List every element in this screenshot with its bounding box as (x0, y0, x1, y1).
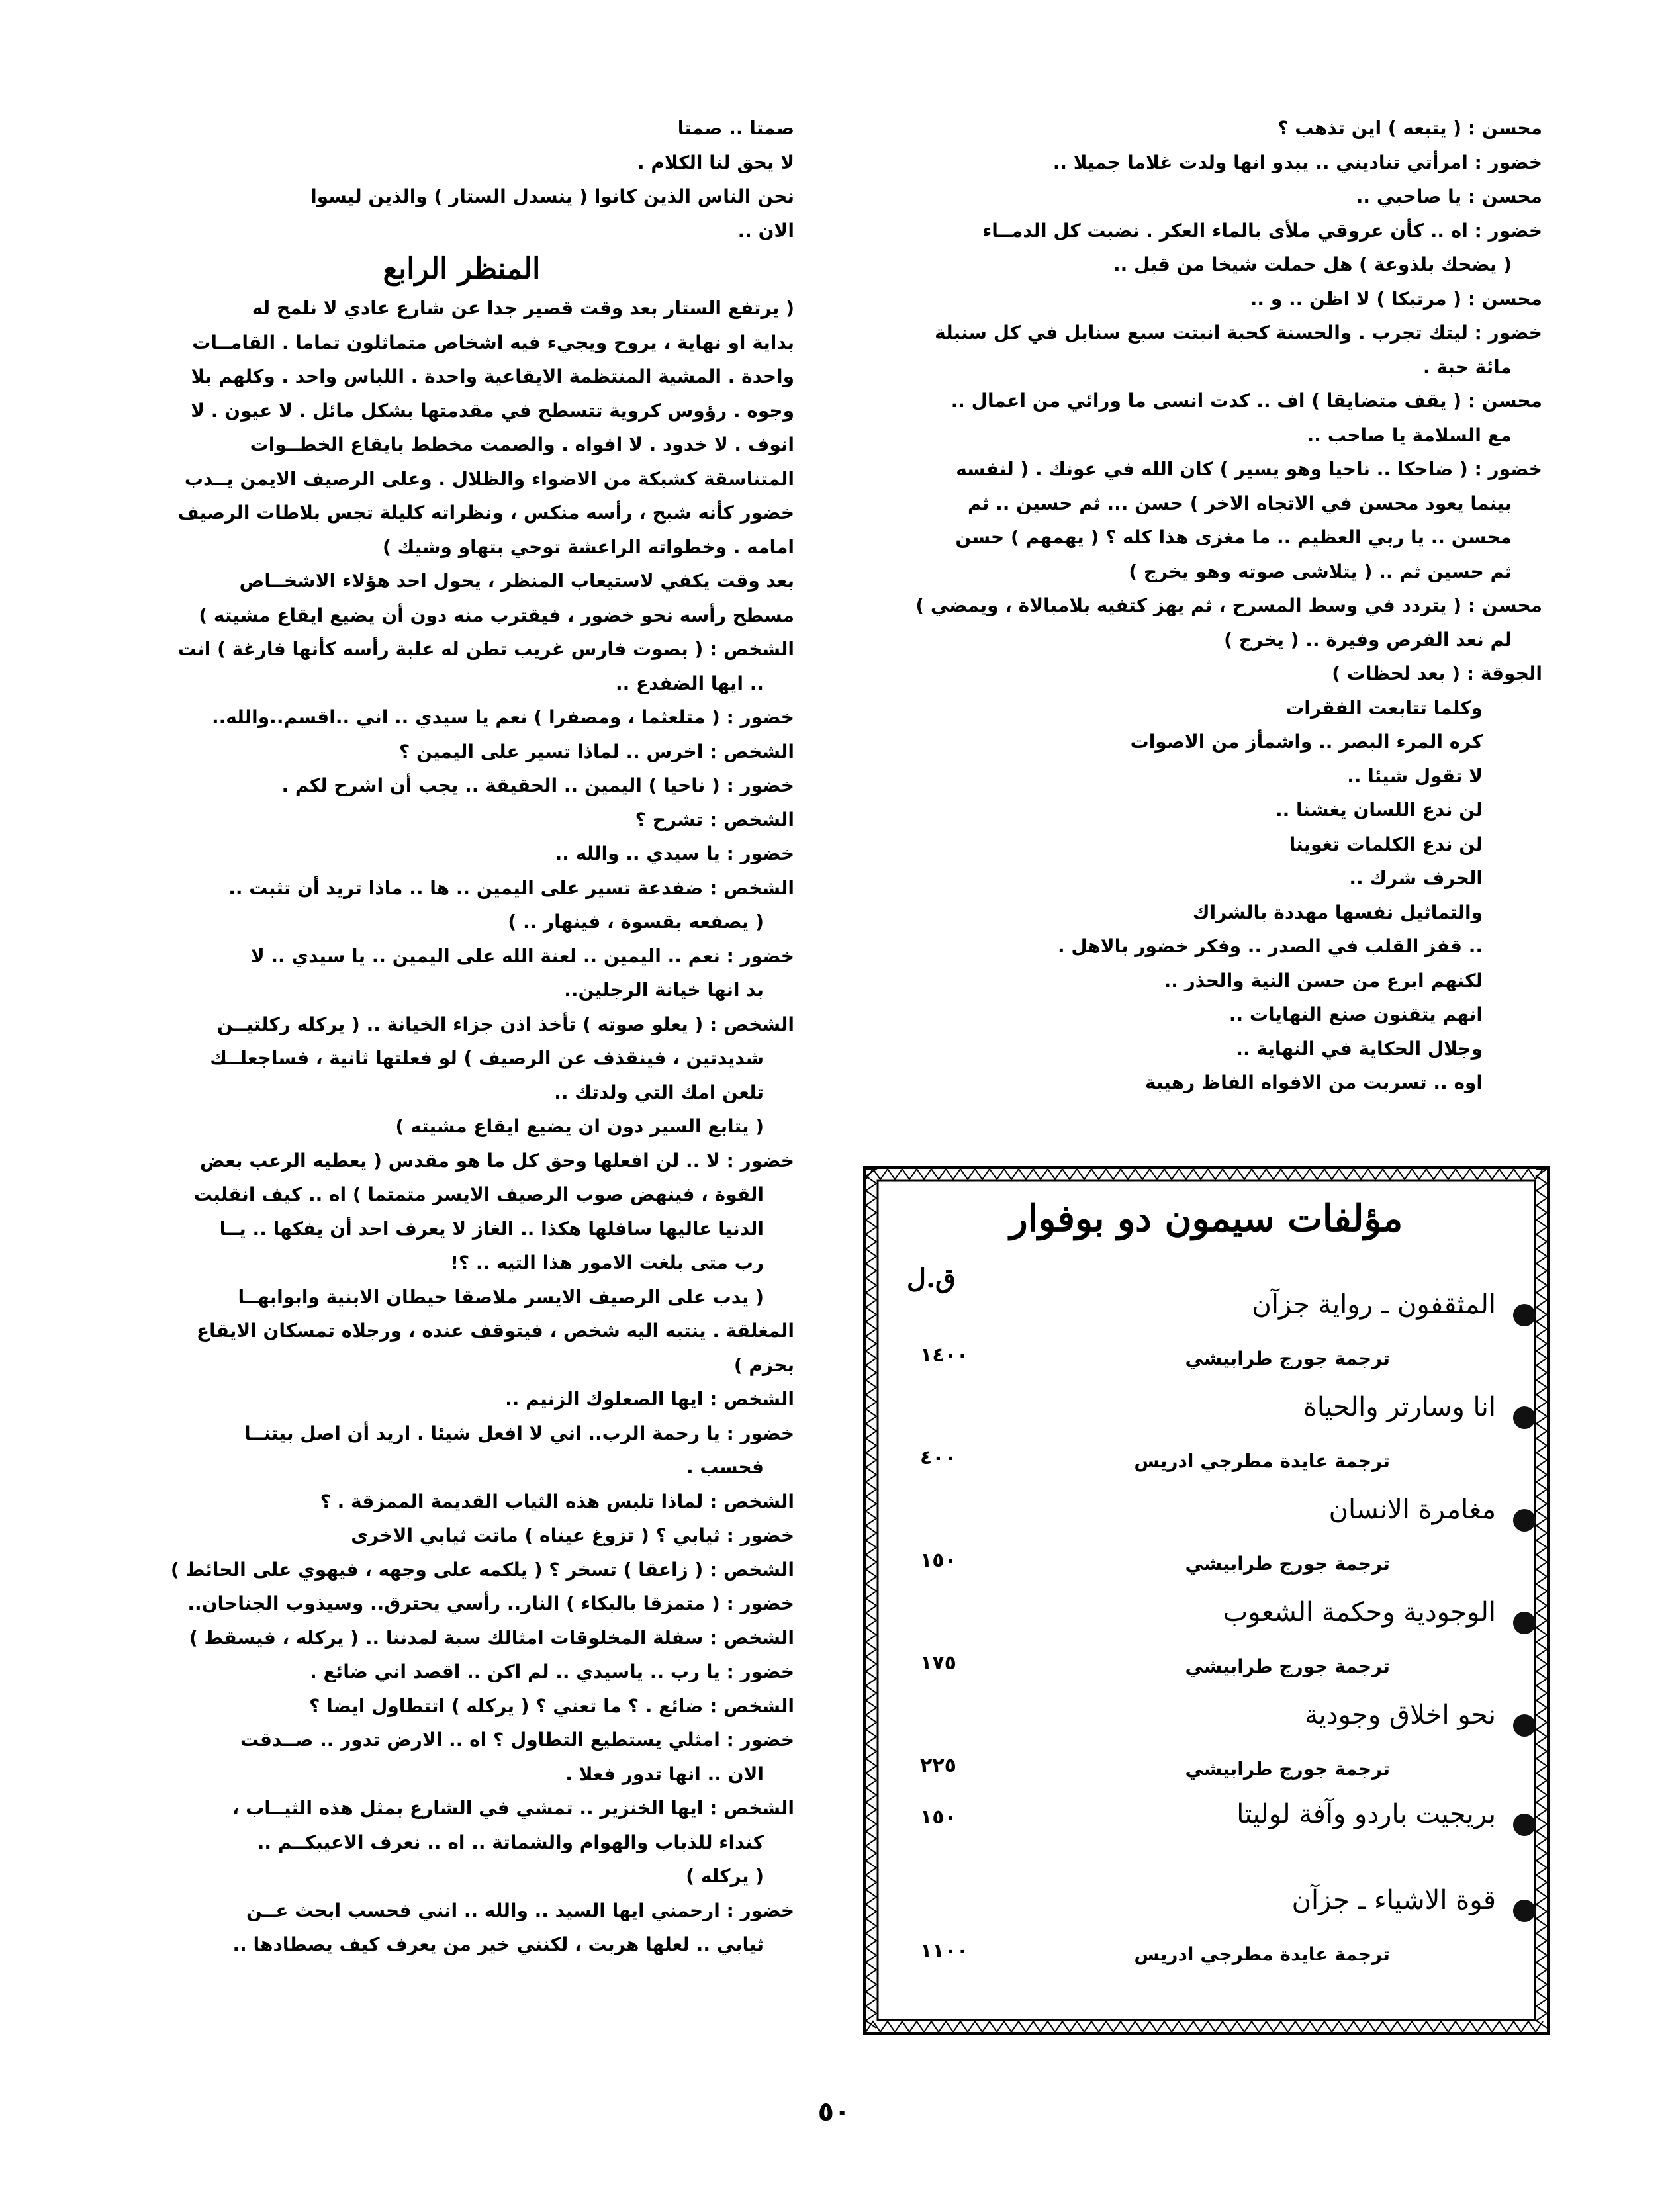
text-line: نحن الناس الذين كانوا ( ينسدل الستار ) والذين ليسوا (310, 185, 794, 207)
text-line: مسطح رأسه نحو خضور ، فيقترب منه دون أن يضيع ايقاع مشيته ) (199, 604, 794, 626)
verse-line: انهم يتقنون صنع النهايات .. (1228, 1003, 1483, 1025)
text-line: الشخص : ضفدعة تسير على اليمين .. ها .. ماذا تريد أن تثبت .. (228, 876, 794, 899)
text-line: الشخص : ايها الخنزير .. تمشي في الشارع بمثل هذه الثيــاب ، (232, 1797, 794, 1819)
text-line: خضور : ارحمني ايها السيد .. والله .. انني فحسب ابحث عــن (246, 1899, 794, 1921)
text-line: ( يضحك بلذوعة ) هل حملت شيخا من قبل .. (1113, 253, 1512, 275)
text-line: محسن : ( يقف متضايقا ) اف .. كدت انسى ما ورائي من اعمال .. (950, 390, 1542, 412)
text-line: الان .. (737, 219, 794, 242)
text-line: خضور : اه .. كأن عروقي ملأى بالماء العكر . نضبت كل الدمــاء (982, 219, 1542, 242)
text-line: الشخص : ( بصوت فارس غريب تطن له علبة رأسه كأنها فارغة ) انت (177, 638, 794, 660)
verse-line: لن ندع اللسان يغشنا .. (1275, 799, 1483, 821)
text-line: ثم حسين ثم .. ( يتلاشى صوته وهو يخرج ) (1129, 560, 1512, 582)
bullet-icon (1513, 1406, 1536, 1429)
book-title: المثقفون ـ رواية جزآن (1252, 1289, 1496, 1320)
text-line: بداية او نهاية ، يروح ويجيء فيه اشخاص متماثلون تماما . القامــات (192, 331, 794, 353)
text-line: الان .. انها تدور فعلا . (565, 1763, 764, 1785)
text-line: .. ايها الضفدع .. (615, 672, 764, 694)
text-line: مائة حبة . (1422, 355, 1512, 378)
text-line: وجوه . رؤوس كروية تتسطح في مقدمتها بشكل مائل . لا عيون . لا (191, 399, 794, 422)
book-title: نحو اخلاق وجودية (1305, 1700, 1496, 1730)
book-price: ٤٠٠ (920, 1446, 956, 1469)
text-line: ( يصفعه بقسوة ، فينهار .. ) (508, 911, 764, 933)
books-advertisement-box (860, 1164, 1552, 2037)
text-line: الشخص : ايها الصعلوك الزنيم .. (505, 1388, 794, 1410)
text-line: شديدتين ، فينقذف عن الرصيف ) لو فعلتها ثانية ، فساجعلــك (210, 1047, 764, 1069)
text-line: امامه . وخطواته الراعشة توحي بتهاو وشيك ) (382, 535, 794, 558)
text-line: خضور : لا .. لن افعلها وحق كل ما هو مقدس ( يعطيه الرعب بعض (200, 1149, 794, 1172)
book-price: ١٧٥ (920, 1651, 956, 1675)
text-line: خضور : ( ناحيا ) اليمين .. الحقيقة .. يجب أن اشرح لكم . (281, 774, 794, 796)
verse-line: .. قفز القلب في الصدر .. وفكر خضور بالاهل . (1058, 935, 1483, 957)
text-line: خضور : امثلي يستطيع التطاول ؟ اه .. الارض تدور .. صــدقت (240, 1729, 794, 1751)
text-line: الدنيا عاليها سافلها هكذا .. الغاز لا يعرف احد أن يفكها .. يــا (219, 1217, 764, 1240)
book-title: مغامرة الانسان (1328, 1495, 1496, 1525)
verse-line: لا تقول شيئا .. (1347, 764, 1483, 787)
scene-title: المنظر الرابع (383, 252, 541, 286)
text-line: خضور : ثيابي ؟ ( تزوغ عيناه ) ماتت ثيابي الاخرى (351, 1524, 794, 1546)
text-line: ( يركله ) (686, 1865, 764, 1887)
book-translator: ترجمة عايدة مطرجي ادريس (1134, 1450, 1390, 1472)
text-line: المغلقة . ينتبه اليه شخص ، فيتوقف عنده ، ورجلاه تمسكان الايقاع (196, 1320, 794, 1342)
text-line: الشخص : ضائع . ؟ ما تعني ؟ ( يركله ) اتتطاول ايضا ؟ (309, 1694, 794, 1717)
book-price: ١٥٠ (920, 1806, 956, 1829)
text-line: كنداء للذباب والهوام والشماتة .. اه .. نعرف الاعيبكــم .. (257, 1831, 764, 1853)
book-entry (900, 1885, 1509, 2044)
verse-line: والتماثيل نفسها مهددة بالشراك (1192, 901, 1483, 923)
text-line: صمتا .. صمتا (677, 117, 794, 139)
text-line: محسن .. يا ربي العظيم .. ما مغزى هذا كله ؟ ( يهمهم ) حسن (955, 526, 1512, 548)
text-line: مع السلامة يا صاحب .. (1307, 424, 1512, 446)
verse-line: وجلال الحكاية في النهاية .. (1236, 1037, 1483, 1060)
box-title: مؤلفات سيمون دو بوفوار (1009, 1197, 1403, 1240)
bullet-icon (1513, 1509, 1536, 1532)
text-line: الشخص : تشرح ؟ (635, 808, 794, 831)
book-title: الوجودية وحكمة الشعوب (1223, 1597, 1496, 1628)
book-translator: ترجمة جورج طرابيشي (1185, 1758, 1390, 1780)
text-line: رب متى بلغت الامور هذا التيه .. ؟! (450, 1252, 764, 1273)
text-line: خضور كأنه شبح ، رأسه منكس ، ونظراته كليلة تجس بلاطات الرصيف (177, 502, 794, 524)
text-line: المتناسقة كشبكة من الاضواء والظلال . وعلى الرصيف الايمن يــدب (184, 467, 794, 490)
book-translator: ترجمة جورج طرابيشي (1185, 1655, 1390, 1677)
text-line: خضور : ( متلعثما ، ومصفرا ) نعم يا سيدي .. اني ..اقسم..والله.. (211, 706, 794, 728)
text-line: الشخص : ( زاعقا ) تسخر ؟ ( يلكمه على وجهه ، فيهوي على الحائط ) (170, 1558, 794, 1581)
text-line: محسن : يا صاحبي .. (1356, 185, 1542, 207)
verse-line: وكلما تتابعت الفقرات (1285, 696, 1483, 719)
text-line: ( يتابع السير دون ان يضيع ايقاع مشيته ) (395, 1115, 764, 1137)
text-line: لا يحق لنا الكلام . (637, 151, 794, 173)
text-line: ( يرتفع الستار بعد وقت قصير جدا عن شارع عادي لا نلمح له (252, 297, 794, 319)
text-line: بد انها خيانة الرجلين.. (564, 979, 764, 1001)
book-price: ١٥٠ (920, 1549, 956, 1572)
text-line: انوف . لا خدود . لا افواه . والصمت مخطط بايقاع الخطــوات (250, 434, 794, 455)
text-line: الشخص : لماذا تلبس هذه الثياب القديمة الممزقة . ؟ (320, 1490, 794, 1512)
text-line: بينما يعود محسن في الاتجاه الاخر ) حسن ... ثم حسين .. ثم (967, 492, 1512, 514)
text-line: الجوقة : ( بعد لحظات ) (1332, 663, 1542, 684)
book-price: ٢٢٥ (920, 1754, 956, 1777)
text-line: تلعن امك التي ولدتك .. (554, 1081, 764, 1103)
bullet-icon (1513, 1304, 1536, 1326)
book-price: ١١٠٠ (920, 1939, 969, 1962)
text-line: القوة ، فينهض صوب الرصيف الايسر متمتما ) اه .. كيف انقلبت (193, 1183, 764, 1205)
text-line: خضور : ( متمزقا بالبكاء ) النار.. رأسي يحترق.. وسيذوب الجناحان.. (187, 1592, 794, 1614)
text-line: الشخص : اخرس .. لماذا تسير على اليمين ؟ (399, 740, 794, 762)
currency-label: ق.ل (907, 1263, 956, 1294)
text-line: خضور : ليتك تجرب . والحسنة كحبة انبتت سبع سنابل في كل سنبلة (935, 322, 1542, 344)
text-line: خضور : نعم .. اليمين .. لعنة الله على اليمين .. يا سيدي .. لا (250, 945, 794, 967)
right-text-column (851, 111, 1542, 1100)
book-title: انا وسارتر والحياة (1303, 1392, 1496, 1422)
verse-line: لكنهم ابرع من حسن النية والحذر .. (1164, 969, 1483, 991)
page-number: ٥٠ (817, 2097, 851, 2127)
book-translator: ترجمة جورج طرابيشي (1185, 1553, 1390, 1575)
verse-line: اوه .. تسربت من الافواه الفاظ رهيبة (1144, 1072, 1483, 1093)
left-text-column (129, 111, 794, 1962)
text-line: خضور : يا سيدي .. والله .. (555, 843, 794, 864)
text-line: محسن : ( يتبعه ) اين تذهب ؟ (1277, 117, 1542, 139)
text-line: محسن : ( يتردد في وسط المسرح ، ثم يهز كتفيه بلامبالاة ، ويمضي ) (915, 594, 1542, 616)
book-title: قوة الاشياء ـ جزآن (1291, 1885, 1496, 1915)
bullet-icon (1513, 1612, 1536, 1634)
book-translator: ترجمة عايدة مطرجي ادريس (1134, 1943, 1390, 1965)
verse-line: الحرف شرك .. (1349, 867, 1483, 889)
verse-line: لن ندع الكلمات تغوينا (1289, 833, 1483, 855)
text-line: لم نعد الفرص وفيرة .. ( يخرج ) (1224, 628, 1512, 651)
text-line: ( يدب على الرصيف الايسر ملاصقا حيطان الابنية وابوابهــا (238, 1285, 764, 1308)
bullet-icon (1513, 1814, 1536, 1836)
text-line: بحزم ) (733, 1354, 794, 1376)
text-line: بعد وقت يكفي لاستيعاب المنظر ، يحول احد هؤلاء الاشخــاص (239, 570, 794, 592)
verse-line: كره المرء البصر .. واشمأز من الاصوات (1130, 731, 1483, 753)
bullet-icon (1513, 1714, 1536, 1737)
text-line: واحدة . المشية المنتظمة الايقاعية واحدة . اللباس واحد . وكلهم بلا (191, 365, 794, 387)
text-line: خضور : ( ضاحكا .. ناحيا وهو يسير ) كان الله في عونك . ( لنفسه (956, 458, 1542, 480)
bullet-icon (1513, 1900, 1536, 1922)
book-price: ١٤٠٠ (920, 1344, 969, 1367)
text-line: خضور : امرأتي تناديني .. يبدو انها ولدت غلاما جميلا .. (1052, 151, 1542, 173)
text-line: الشخص : سفلة المخلوقات امثالك سبة لمدننا .. ( يركله ، فيسقط ) (189, 1626, 794, 1649)
text-line: محسن : ( مرتبكا ) لا اظن .. و .. (1250, 287, 1542, 310)
text-line: خضور : يا رحمة الرب.. اني لا افعل شيئا . اريد أن اصل بيتنــا (244, 1422, 794, 1444)
text-line: ثيابي .. لعلها هربت ، لكنني خير من يعرف كيف يصطادها .. (232, 1933, 764, 1955)
text-line: فحسب . (686, 1456, 764, 1478)
text-line: خضور : يا رب .. ياسيدي .. لم اكن .. اقصد اني ضائع . (310, 1661, 794, 1682)
text-line: الشخص : ( يعلو صوته ) تأخذ اذن جزاء الخيانة .. ( يركله ركلتيــن (216, 1013, 794, 1035)
book-title: بريجيت باردو وآفة لوليتا (1236, 1799, 1496, 1829)
book-translator: ترجمة جورج طرابيشي (1185, 1348, 1390, 1369)
